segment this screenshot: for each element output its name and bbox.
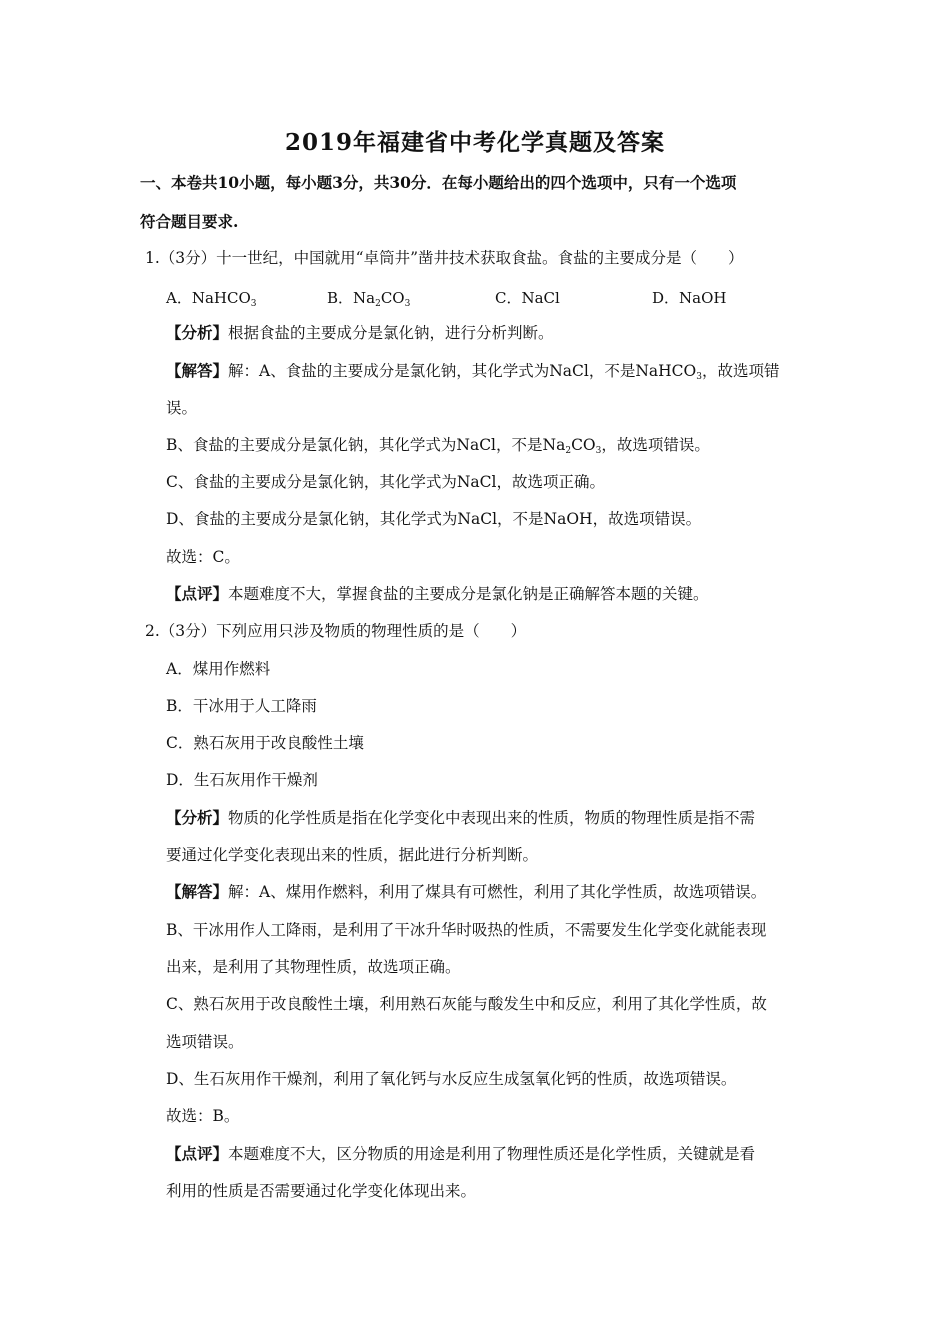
q2-option-b: B．干冰用于人工降雨 [166, 697, 317, 715]
q2-stem: 2.（3分）下列应用只涉及物质的物理性质的是（ ） [145, 622, 527, 640]
q1-comment: 【点评】本题难度不大，掌握食盐的主要成分是氯化钠是正确解答本题的关键。 [166, 584, 709, 603]
q2-option-a: A．煤用作燃料 [166, 660, 271, 678]
section-header-line-1: 一、本卷共10小题，每小题3分，共30分．在每小题给出的四个选项中，只有一个选项 [140, 173, 737, 192]
q1-analysis: 【分析】根据食盐的主要成分是氯化钠，进行分析判断。 [166, 323, 554, 342]
q1-answer-a: 【解答】解：A、食盐的主要成分是氯化钠，其化学式为NaCl，不是NaHCO$_3$，故选项错 [166, 361, 780, 382]
q1-option-c: C．NaCl [495, 289, 560, 307]
q2-analysis-line-1: 【分析】物质的化学性质是指在化学变化中表现出来的性质，物质的物理性质是指不需 [166, 808, 756, 827]
q2-choice: 故选：B。 [166, 1107, 240, 1125]
q1-option-d: D．NaOH [652, 289, 727, 307]
section-header-line-2: 符合题目要求. [140, 212, 239, 231]
q1-option-a: A．NaHCO$_3$ [166, 289, 257, 309]
q2-option-c: C．熟石灰用于改良酸性土壤 [166, 734, 364, 752]
q2-answer-b-line-1: B、干冰用作人工降雨，是利用了干冰升华时吸热的性质，不需要发生化学变化就能表现 [166, 921, 767, 939]
q2-answer-c-line-1: C、熟石灰用于改良酸性土壤，利用熟石灰能与酸发生中和反应，利用了其化学性质，故 [166, 995, 767, 1013]
q1-answer-d: D、食盐的主要成分是氯化钠，其化学式为NaCl，不是NaOH，故选项错误。 [166, 510, 702, 528]
page-title: 2019年福建省中考化学真题及答案 [284, 129, 665, 156]
q2-answer-a: 【解答】解：A、煤用作燃料，利用了煤具有可燃性，利用了其化学性质，故选项错误。 [166, 882, 767, 901]
q1-answer-a-cont: 误。 [166, 399, 198, 417]
q2-comment-line-1: 【点评】本题难度不大，区分物质的用途是利用了物理性质还是化学性质，关键就是看 [166, 1144, 756, 1163]
q1-answer-c: C、食盐的主要成分是氯化钠，其化学式为NaCl，故选项正确。 [166, 473, 605, 491]
q2-answer-c-line-2: 选项错误。 [166, 1033, 244, 1051]
q1-answer-b: B、食盐的主要成分是氯化钠，其化学式为NaCl，不是$Na_2CO_3$，故选项错误。 [166, 436, 710, 456]
q1-choice: 故选：C。 [166, 548, 240, 566]
q2-comment-line-2: 利用的性质是否需要通过化学变化体现出来。 [166, 1182, 477, 1200]
q2-answer-b-line-2: 出来，是利用了其物理性质，故选项正确。 [166, 958, 461, 976]
q1-option-b: B．$Na_2CO_3$ [327, 289, 411, 309]
q2-answer-d: D、生石灰用作干燥剂，利用了氧化钙与水反应生成氢氧化钙的性质，故选项错误。 [166, 1070, 737, 1088]
q1-stem: 1.（3分）十一世纪，中国就用“卓筒井”凿井技术获取食盐。食盐的主要成分是（ ） [145, 249, 744, 267]
q2-option-d: D．生石灰用作干燥剂 [166, 771, 318, 789]
q2-analysis-line-2: 要通过化学变化表现出来的性质，据此进行分析判断。 [166, 846, 539, 864]
